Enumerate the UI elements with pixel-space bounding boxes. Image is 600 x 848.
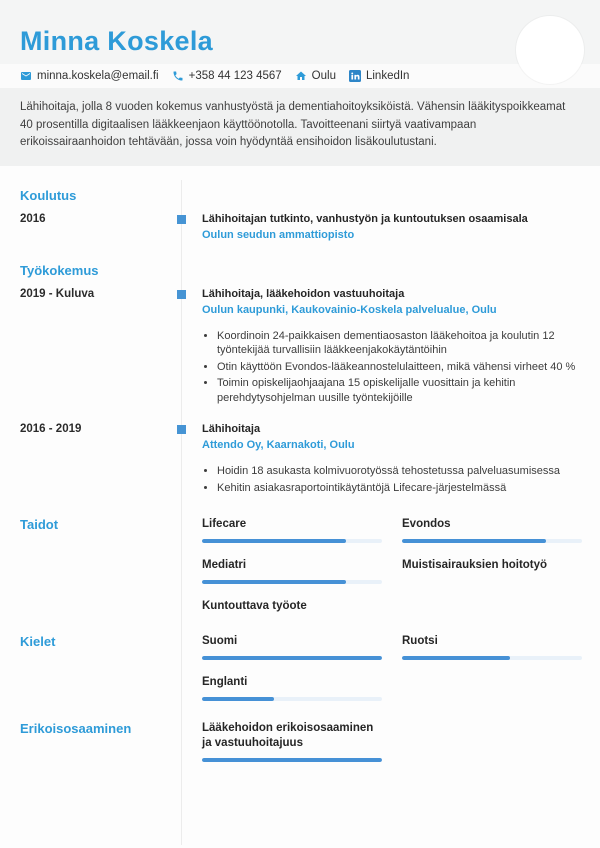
timeline-entry xyxy=(0,422,600,497)
skill-bar xyxy=(202,697,382,701)
skill-name: Lääkehoidon erikoisosaaminen ja vastuuhoitajuus xyxy=(202,722,374,749)
skill-name: Suomi xyxy=(202,635,238,647)
skill-name: Kuntouttava työote xyxy=(202,600,307,612)
contact-row xyxy=(0,64,600,88)
skill-bar-fill xyxy=(202,758,382,762)
phone-icon xyxy=(172,70,184,82)
entry-subtitle: Oulun kaupunki, Kaukovainio-Koskela palvelualue, Oulu xyxy=(202,303,497,316)
entry-bullet: • Kehitin asiakasraportointikäytäntöjä Lifecare-järjestelmässä xyxy=(217,481,580,496)
home-icon xyxy=(295,70,307,82)
entry-bullet: • Koordinoin 24-paikkaisen dementiaosaston lääkehoitoa ja koulutin 12 työntekijää turvallisiin lääkkeenjakokäytäntöihin xyxy=(217,329,580,358)
avatar xyxy=(516,16,584,84)
contact-label: Oulu xyxy=(311,70,336,82)
timeline-marker-icon xyxy=(177,215,186,224)
summary-text: Lähihoitaja, jolla 8 vuoden kokemus vanhustyöstä ja dementiahoitoyksiköistä. Vähensin lääkityspoikkeamat 40 prosentilla digitaalisen lääkkeenjaon käyttöönotolla. Tavoitteenani siirtyä vaativampaan erikoissairaanhoidon tehtävään, jossa voin hyödyntää ensihoidon lisäkoulutustani. xyxy=(20,101,566,148)
section-koulutus xyxy=(0,188,600,243)
linkedin-icon xyxy=(349,70,361,82)
section-heading: Koulutus xyxy=(20,187,77,203)
skill-item xyxy=(202,599,382,614)
section-tyokokemus xyxy=(0,263,600,498)
skill-item xyxy=(202,558,382,584)
entry-content xyxy=(202,212,600,243)
contact-item[interactable] xyxy=(20,70,159,82)
skill-bar-fill xyxy=(202,656,382,660)
contact-label: minna.koskela@email.fi xyxy=(37,70,159,82)
entry-title: Lähihoitajan tutkinto, vanhustyön ja kuntoutuksen osaamisala xyxy=(202,212,528,225)
skill-item xyxy=(202,517,382,543)
skill-grid xyxy=(202,517,600,614)
skill-grid xyxy=(202,721,600,762)
skill-name: Mediatri xyxy=(202,559,247,571)
entry-content xyxy=(202,287,600,408)
section-taidot xyxy=(0,517,600,614)
skill-item xyxy=(402,634,582,660)
entry-bullet-list xyxy=(202,464,580,495)
skill-grid xyxy=(202,634,600,701)
entry-subtitle: Oulun seudun ammattiopisto xyxy=(202,228,355,241)
person-name: Minna Koskela xyxy=(20,26,213,56)
skill-bar xyxy=(202,758,382,762)
skill-bar-fill xyxy=(202,697,274,701)
resume-header xyxy=(0,0,600,88)
entry-bullet: • Hoidin 18 asukasta kolmivuorotyössä tehostetussa palveluasumisessa xyxy=(217,464,580,479)
resume-body xyxy=(0,166,600,763)
skill-name: Englanti xyxy=(202,676,248,688)
skill-item xyxy=(402,517,582,543)
skill-item xyxy=(202,634,382,660)
skill-bar xyxy=(202,656,382,660)
skill-bar-fill xyxy=(402,656,510,660)
skill-bar-fill xyxy=(402,539,546,543)
contact-label: LinkedIn xyxy=(365,70,410,82)
skill-bar xyxy=(202,539,382,543)
entry-period: 2016 - 2019 xyxy=(20,423,82,435)
contact-item xyxy=(295,70,336,82)
timeline-entry xyxy=(0,212,600,243)
section-kielet xyxy=(0,634,600,701)
entry-period: 2016 xyxy=(20,212,46,225)
summary-section xyxy=(0,88,600,166)
skill-bar-fill xyxy=(202,580,346,584)
skill-name: Evondos xyxy=(402,518,451,530)
envelope-icon xyxy=(20,70,32,82)
contact-item[interactable] xyxy=(349,70,409,82)
timeline-entry xyxy=(0,287,600,408)
section-heading-row xyxy=(0,263,600,278)
entry-bullet-list xyxy=(202,329,580,406)
section-heading-row xyxy=(0,188,600,203)
skill-item xyxy=(402,558,582,573)
entry-content xyxy=(202,422,600,497)
skill-bar xyxy=(402,656,582,660)
skill-name: Muistisairauksien hoitotyö xyxy=(402,559,548,571)
contact-item xyxy=(172,70,282,82)
skill-item xyxy=(202,675,382,701)
entry-subtitle: Attendo Oy, Kaarnakoti, Oulu xyxy=(202,439,355,451)
skill-name: Ruotsi xyxy=(402,635,438,647)
header-band xyxy=(0,0,600,64)
skill-name: Lifecare xyxy=(202,518,247,530)
section-heading: Kielet xyxy=(20,634,56,649)
timeline-marker-icon xyxy=(177,425,186,434)
entry-bullet: • Toimin opiskelijaohjaajana 15 opiskelijalle vuosittain ja kehitin perehdytysohjelman uusille työntekijöille xyxy=(217,376,580,405)
skill-bar xyxy=(202,580,382,584)
skill-bar-fill xyxy=(202,539,346,543)
skill-item xyxy=(202,721,382,762)
entry-period: 2019 - Kuluva xyxy=(20,287,95,300)
entry-title: Lähihoitaja xyxy=(202,423,261,435)
section-heading: Taidot xyxy=(20,517,59,532)
entry-title: Lähihoitaja, lääkehoidon vastuuhoitaja xyxy=(202,287,405,300)
section-heading: Erikoisosaaminen xyxy=(20,721,132,736)
entry-bullet: • Otin käyttöön Evondos-lääkeannostelulaitteen, mikä vähensi virheet 40 % xyxy=(217,360,580,375)
section-erikoisosaaminen xyxy=(0,721,600,762)
contact-label: +358 44 123 4567 xyxy=(188,70,282,82)
timeline-marker-icon xyxy=(177,290,186,299)
skill-bar xyxy=(402,539,582,543)
section-heading: Työkokemus xyxy=(20,262,99,278)
